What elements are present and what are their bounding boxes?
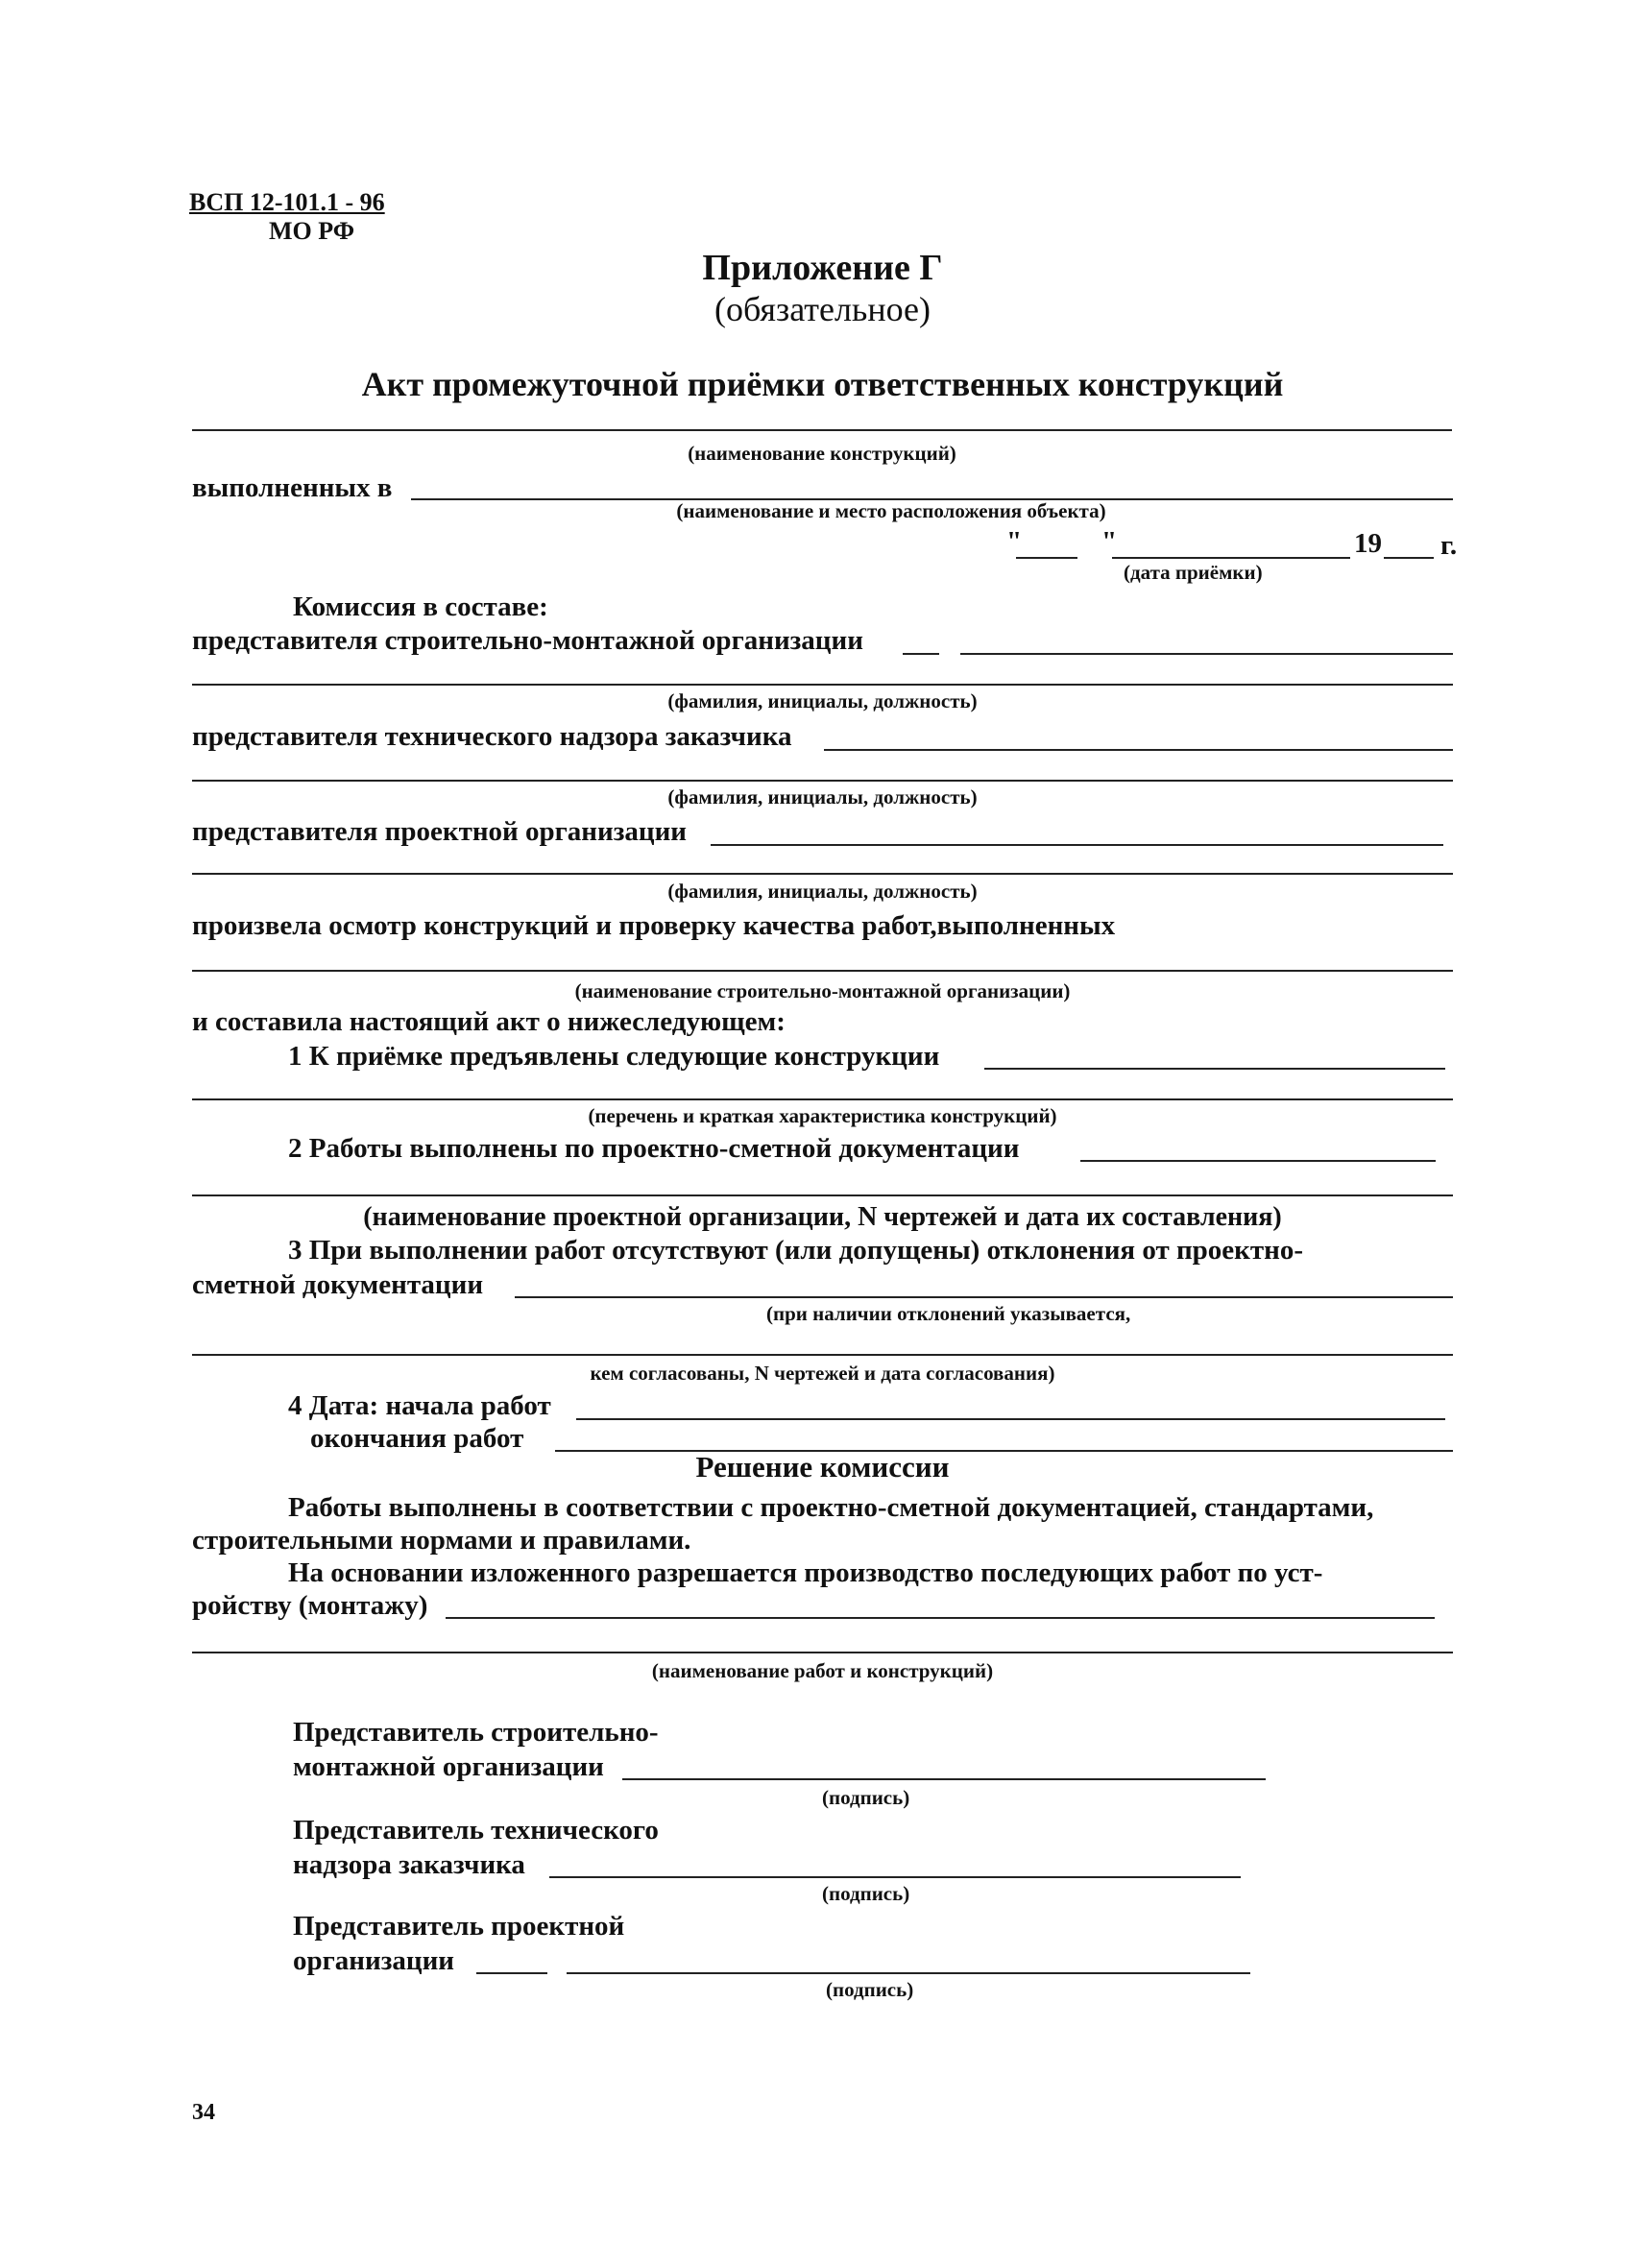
decision-p2-line1: На основании изложенного разрешается производство последующих работ по уст- [288,1557,1323,1588]
item-3-line-b [192,1354,1453,1356]
sign3-caption: (подпись) [826,1978,914,2001]
date-quote-open: " [1006,526,1023,557]
item-2-line-b [192,1194,1453,1196]
composed-text: и составила настоящий акт о нижеследующем: [192,1006,786,1037]
constructions-caption: (наименование конструкций) [688,442,956,465]
deviation-caption-1: (при наличии отклонений указывается, [766,1302,1131,1325]
person2-caption: (фамилия, инициалы, должность) [667,785,978,808]
sign3-line-a [476,1972,547,1974]
appendix-subtitle: (обязательное) [714,290,931,328]
decision-p2-line2: ройству (монтажу) [192,1590,428,1621]
rep1-line-a [903,653,939,655]
works-line-a [446,1617,1435,1619]
sign1-caption: (подпись) [822,1786,910,1809]
rep1-label: представителя строительно-монтажной организации [192,625,863,656]
item-3-text-b: сметной документации [192,1269,484,1300]
decision-p1-line1: Работы выполнены в соответствии с проектно-сметной документацией, стандартами, [288,1492,1374,1523]
person3-caption: (фамилия, инициалы, должность) [667,880,978,903]
item-2-line-a [1080,1160,1436,1162]
sign3-label-a: Представитель проектной [293,1911,625,1942]
rep1-line-c [192,684,1453,686]
sign3-line-b [567,1972,1250,1974]
page-number: 34 [192,2100,215,2125]
sign2-label-a: Представитель технического [293,1815,659,1846]
item-1-text: 1 К приёмке предъявлены следующие конструкции [288,1041,940,1072]
appendix-title: Приложение Г [702,248,943,288]
date-quote-close: " [1101,526,1118,557]
sign1-line [622,1778,1266,1780]
deviation-caption-2: кем согласованы, N чертежей и дата согласования) [590,1362,1055,1385]
date-day-line [1016,557,1077,559]
date-year-line [1384,557,1434,559]
item-2-text: 2 Работы выполнены по проектно-сметной документации [288,1133,1020,1164]
rep3-label: представителя проектной организации [192,816,687,847]
constructions-line [192,429,1452,431]
act-title: Акт промежуточной приёмки ответственных конструкций [361,365,1284,403]
item-3-line-a [515,1296,1453,1298]
date-year-prefix: 19 [1354,528,1382,559]
date-caption: (дата приёмки) [1124,561,1263,584]
org-line [192,970,1453,972]
ministry-label: МО РФ [269,217,355,245]
executed-in-label: выполненных в [192,472,393,503]
works-caption: (наименование работ и конструкций) [651,1659,994,1682]
rep2-line-a [824,749,1453,751]
works-line-b [192,1652,1453,1653]
list-caption: (перечень и краткая характеристика конструкций) [588,1104,1057,1127]
item-4-end-text: окончания работ [310,1423,524,1454]
item-1-line-b [192,1098,1453,1100]
date-month-line [1112,557,1350,559]
document-code: ВСП 12-101.1 - 96 [189,188,385,216]
sign2-line [549,1876,1241,1878]
sign1-label-b: монтажной организации [293,1751,604,1782]
rep1-line-b [960,653,1453,655]
inspected-text: произвела осмотр конструкций и проверку качества работ,выполненных [192,910,1116,941]
item-1-line-a [984,1068,1445,1070]
project-caption: (наименование проектной организации, N чертежей и дата их составления) [363,1202,1282,1232]
sign3-label-b: организации [293,1945,454,1976]
decision-p1-line2: строительными нормами и правилами. [192,1525,691,1556]
sign2-label-b: надзора заказчика [293,1849,525,1880]
item-4-start-text: 4 Дата: начала работ [288,1390,551,1421]
date-year-suffix: г. [1440,530,1458,561]
rep3-line-b [192,873,1453,875]
object-caption: (наименование и место расположения объекта) [676,499,1106,522]
rep3-line-a [711,844,1443,846]
sign1-label-a: Представитель строительно- [293,1717,659,1748]
item-4-start-line [576,1418,1445,1420]
person1-caption: (фамилия, инициалы, должность) [667,689,978,712]
org-caption: (наименование строительно-монтажной организации) [574,979,1071,1002]
rep2-line-b [192,780,1453,782]
commission-heading: Комиссия в составе: [293,591,548,622]
item-3-text-a: 3 При выполнении работ отсутствуют (или допущены) отклонения от проектно- [288,1235,1303,1266]
rep2-label: представителя технического надзора заказчика [192,721,792,752]
decision-heading: Решение комиссии [695,1450,950,1484]
sign2-caption: (подпись) [822,1882,910,1905]
